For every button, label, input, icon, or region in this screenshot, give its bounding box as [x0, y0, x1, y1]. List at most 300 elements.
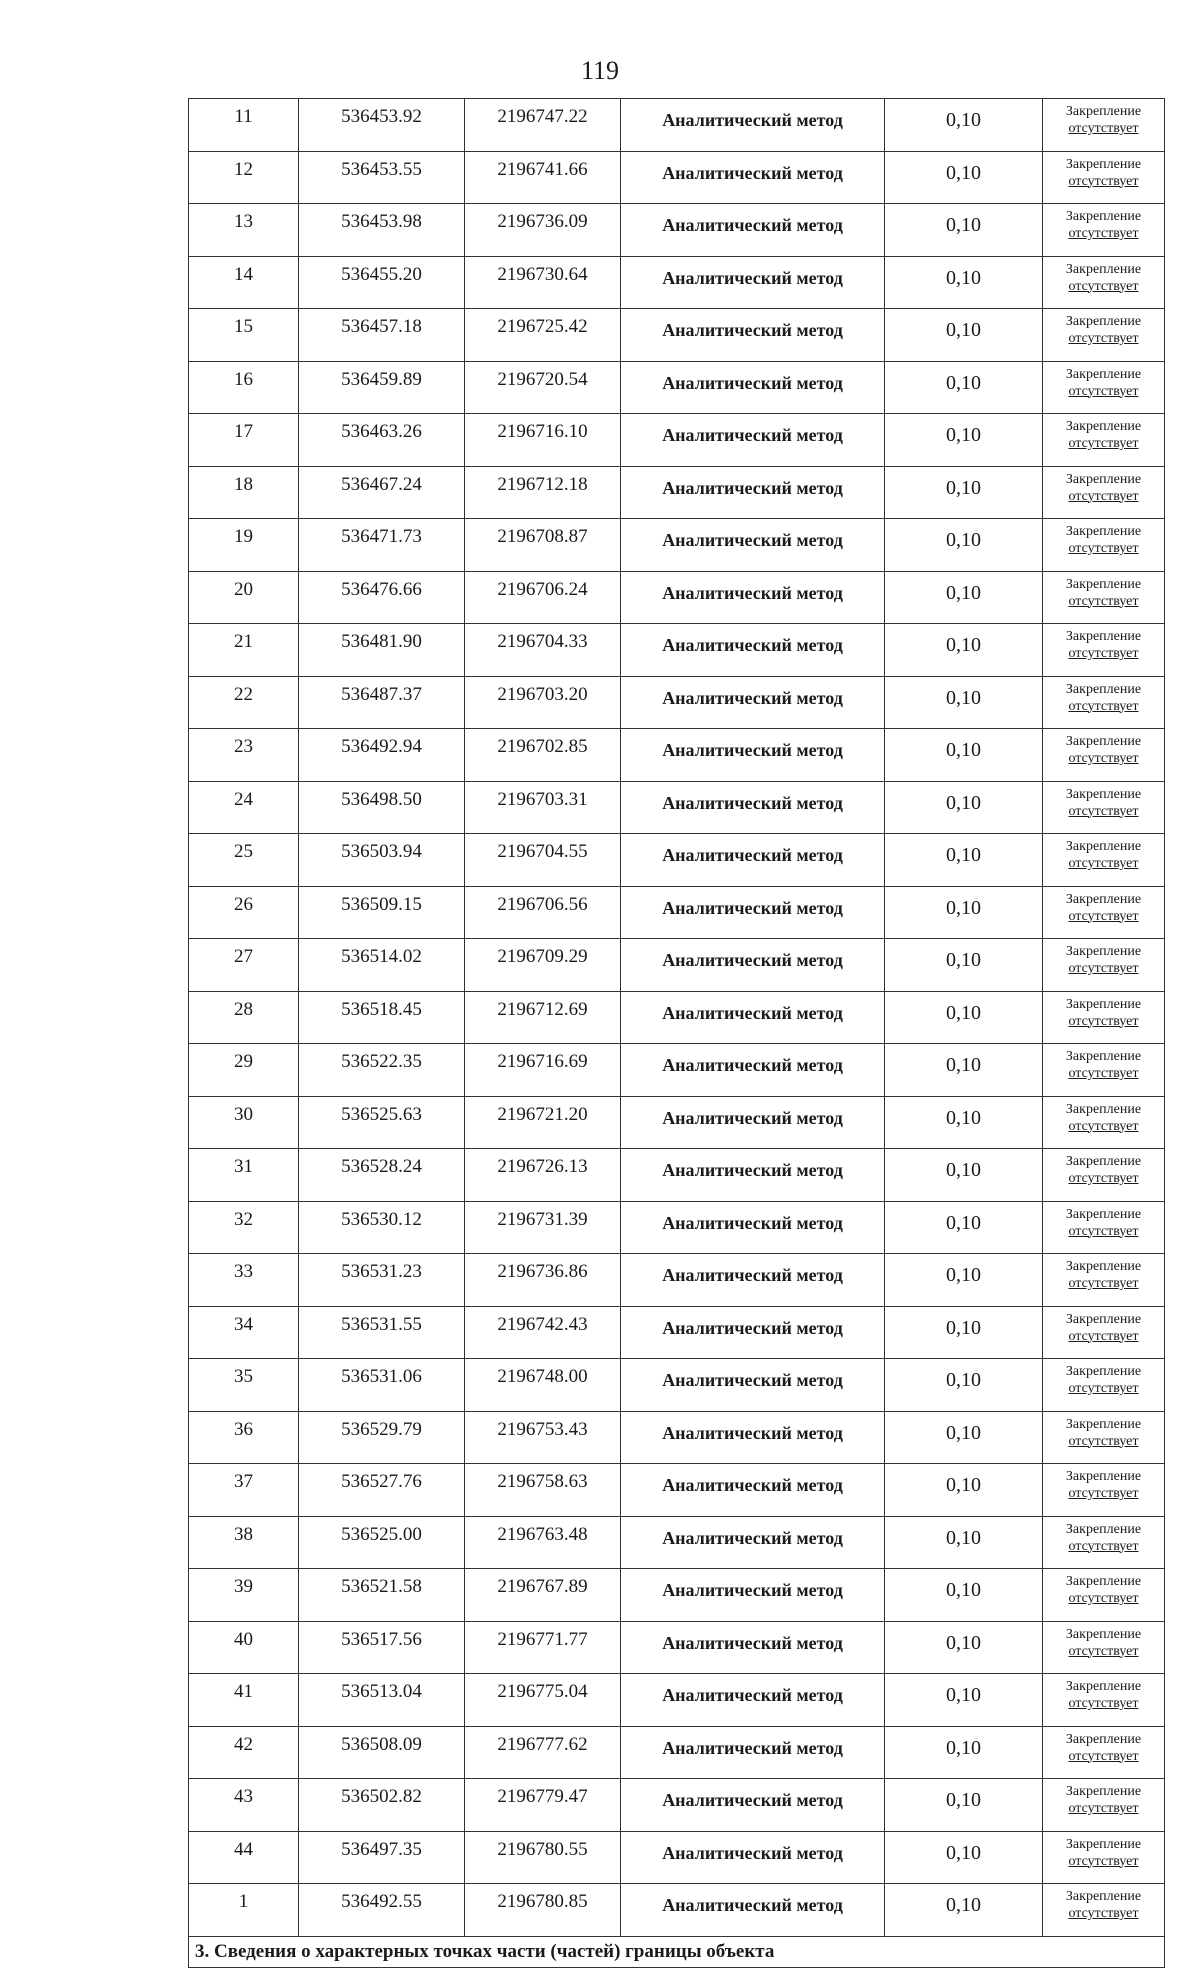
accuracy-cell: 0,10 — [885, 1831, 1043, 1884]
method-cell: Аналитический метод — [621, 151, 885, 204]
table-row — [189, 1569, 1165, 1622]
fixation-line-1: Закрепление — [1065, 471, 1142, 487]
method-cell: Аналитический метод — [621, 204, 885, 257]
method-cell: Аналитический метод — [621, 991, 885, 1044]
y-coordinate-cell: 2196780.85 — [465, 1884, 621, 1937]
x-coordinate-cell: 536529.79 — [299, 1411, 465, 1464]
method-cell: Аналитический метод — [621, 1306, 885, 1359]
fixation-line-2: отсутствует — [1068, 1643, 1139, 1659]
method-cell: Аналитический метод — [621, 1149, 885, 1202]
y-coordinate-cell: 2196702.85 — [465, 729, 621, 782]
fixation-line-2: отсутствует — [1068, 488, 1139, 504]
x-coordinate-cell: 536502.82 — [299, 1779, 465, 1832]
fixation-line-2: отсутствует — [1068, 1696, 1139, 1711]
fixation-line-1: Закрепление — [1065, 524, 1142, 539]
accuracy-cell: 0,10 — [885, 361, 1043, 414]
y-coordinate-cell: 2196767.89 — [465, 1569, 621, 1622]
point-number-cell: 34 — [189, 1306, 299, 1359]
point-number-cell: 14 — [189, 256, 299, 309]
fixation-line-2: отсутствует — [1068, 1801, 1139, 1816]
accuracy-cell: 0,10 — [885, 256, 1043, 309]
fixation-line-1: Закрепление — [1065, 366, 1142, 382]
accuracy-cell: 0,10 — [885, 1306, 1043, 1359]
method-cell: Аналитический метод — [621, 624, 885, 677]
fixation-line-2: отсутствует — [1068, 751, 1139, 766]
fixation-cell — [1043, 624, 1165, 677]
fixation-line-2: отсутствует — [1068, 1538, 1139, 1554]
x-coordinate-cell: 536459.89 — [299, 361, 465, 414]
fixation-cell — [1043, 676, 1165, 729]
x-coordinate-cell: 536509.15 — [299, 886, 465, 939]
x-coordinate-cell: 536508.09 — [299, 1726, 465, 1779]
method-cell: Аналитический метод — [621, 1464, 885, 1517]
fixation-line-1: Закрепление — [1065, 891, 1142, 907]
x-coordinate-cell: 536498.50 — [299, 781, 465, 834]
y-coordinate-cell: 2196731.39 — [465, 1201, 621, 1254]
fixation-line-1: Закрепление — [1065, 1626, 1142, 1642]
table-row — [189, 1306, 1165, 1359]
x-coordinate-cell: 536492.94 — [299, 729, 465, 782]
fixation-cell — [1043, 939, 1165, 992]
method-cell: Аналитический метод — [621, 729, 885, 782]
method-cell: Аналитический метод — [621, 1569, 885, 1622]
x-coordinate-cell: 536513.04 — [299, 1674, 465, 1727]
coordinates-table-body — [189, 99, 1165, 1937]
fixation-line-2: отсутствует — [1068, 331, 1139, 346]
point-number-cell: 16 — [189, 361, 299, 414]
table-row — [189, 204, 1165, 257]
table-row — [189, 361, 1165, 414]
fixation-line-2: отсутствует — [1068, 173, 1139, 189]
y-coordinate-cell: 2196779.47 — [465, 1779, 621, 1832]
accuracy-cell: 0,10 — [885, 1201, 1043, 1254]
y-coordinate-cell: 2196775.04 — [465, 1674, 621, 1727]
fixation-line-2: отсутствует — [1068, 1013, 1139, 1029]
x-coordinate-cell: 536517.56 — [299, 1621, 465, 1674]
x-coordinate-cell: 536531.06 — [299, 1359, 465, 1412]
accuracy-cell: 0,10 — [885, 729, 1043, 782]
x-coordinate-cell: 536463.26 — [299, 414, 465, 467]
x-coordinate-cell: 536525.63 — [299, 1096, 465, 1149]
fixation-cell — [1043, 1674, 1165, 1727]
fixation-line-1: Закрепление — [1065, 209, 1142, 224]
method-cell: Аналитический метод — [621, 1044, 885, 1097]
method-cell: Аналитический метод — [621, 1674, 885, 1727]
y-coordinate-cell: 2196771.77 — [465, 1621, 621, 1674]
fixation-line-1: Закрепление — [1065, 1311, 1142, 1327]
x-coordinate-cell: 536455.20 — [299, 256, 465, 309]
fixation-line-2: отсутствует — [1068, 1906, 1139, 1921]
fixation-line-2: отсутствует — [1068, 1118, 1139, 1134]
fixation-cell — [1043, 99, 1165, 152]
fixation-line-1: Закрепление — [1065, 1889, 1142, 1904]
method-cell: Аналитический метод — [621, 1201, 885, 1254]
fixation-line-1: Закрепление — [1065, 734, 1142, 749]
fixation-cell — [1043, 309, 1165, 362]
point-number-cell: 20 — [189, 571, 299, 624]
point-number-cell: 28 — [189, 991, 299, 1044]
fixation-line-2: отсутствует — [1068, 593, 1139, 609]
fixation-cell — [1043, 1726, 1165, 1779]
table-row — [189, 256, 1165, 309]
method-cell: Аналитический метод — [621, 939, 885, 992]
table-row — [189, 1884, 1165, 1937]
fixation-line-2: отсутствует — [1068, 1381, 1139, 1396]
y-coordinate-cell: 2196741.66 — [465, 151, 621, 204]
fixation-line-2: отсутствует — [1068, 803, 1139, 819]
fixation-cell — [1043, 571, 1165, 624]
y-coordinate-cell: 2196777.62 — [465, 1726, 621, 1779]
fixation-line-2: отсутствует — [1068, 961, 1139, 976]
accuracy-cell: 0,10 — [885, 1884, 1043, 1937]
point-number-cell: 18 — [189, 466, 299, 519]
fixation-cell — [1043, 519, 1165, 572]
fixation-cell — [1043, 1201, 1165, 1254]
table-row — [189, 1464, 1165, 1517]
fixation-line-1: Закрепление — [1065, 1259, 1142, 1274]
table-row — [189, 99, 1165, 152]
fixation-line-1: Закрепление — [1065, 1154, 1142, 1169]
accuracy-cell: 0,10 — [885, 1569, 1043, 1622]
point-number-cell: 36 — [189, 1411, 299, 1464]
method-cell: Аналитический метод — [621, 1884, 885, 1937]
fixation-cell — [1043, 1464, 1165, 1517]
fixation-line-1: Закрепление — [1065, 944, 1142, 959]
x-coordinate-cell: 536453.98 — [299, 204, 465, 257]
fixation-line-2: отсутствует — [1068, 541, 1139, 556]
point-number-cell: 22 — [189, 676, 299, 729]
fixation-cell — [1043, 1096, 1165, 1149]
fixation-line-2: отсутствует — [1068, 1433, 1139, 1449]
fixation-line-1: Закрепление — [1065, 1679, 1142, 1694]
method-cell: Аналитический метод — [621, 886, 885, 939]
method-cell: Аналитический метод — [621, 1779, 885, 1832]
fixation-line-1: Закрепление — [1065, 996, 1142, 1012]
fixation-cell — [1043, 204, 1165, 257]
table-row — [189, 1044, 1165, 1097]
fixation-cell — [1043, 1621, 1165, 1674]
point-number-cell: 31 — [189, 1149, 299, 1202]
method-cell: Аналитический метод — [621, 466, 885, 519]
method-cell: Аналитический метод — [621, 361, 885, 414]
y-coordinate-cell: 2196706.56 — [465, 886, 621, 939]
table-row — [189, 1149, 1165, 1202]
point-number-cell: 15 — [189, 309, 299, 362]
x-coordinate-cell: 536527.76 — [299, 1464, 465, 1517]
method-cell: Аналитический метод — [621, 99, 885, 152]
point-number-cell: 27 — [189, 939, 299, 992]
x-coordinate-cell: 536528.24 — [299, 1149, 465, 1202]
method-cell: Аналитический метод — [621, 414, 885, 467]
table-row — [189, 729, 1165, 782]
x-coordinate-cell: 536503.94 — [299, 834, 465, 887]
method-cell: Аналитический метод — [621, 1831, 885, 1884]
point-number-cell: 33 — [189, 1254, 299, 1307]
point-number-cell: 35 — [189, 1359, 299, 1412]
accuracy-cell: 0,10 — [885, 886, 1043, 939]
fixation-line-2: отсутствует — [1068, 646, 1139, 661]
accuracy-cell: 0,10 — [885, 309, 1043, 362]
accuracy-cell: 0,10 — [885, 204, 1043, 257]
table-row — [189, 414, 1165, 467]
table-row — [189, 1831, 1165, 1884]
accuracy-cell: 0,10 — [885, 1516, 1043, 1569]
fixation-line-2: отсутствует — [1068, 856, 1139, 871]
method-cell: Аналитический метод — [621, 571, 885, 624]
y-coordinate-cell: 2196730.64 — [465, 256, 621, 309]
table-row — [189, 519, 1165, 572]
y-coordinate-cell: 2196726.13 — [465, 1149, 621, 1202]
point-number-cell: 43 — [189, 1779, 299, 1832]
fixation-line-2: отсутствует — [1068, 1853, 1139, 1869]
method-cell: Аналитический метод — [621, 781, 885, 834]
x-coordinate-cell: 536531.23 — [299, 1254, 465, 1307]
table-row — [189, 1726, 1165, 1779]
accuracy-cell: 0,10 — [885, 991, 1043, 1044]
fixation-cell — [1043, 1569, 1165, 1622]
x-coordinate-cell: 536514.02 — [299, 939, 465, 992]
fixation-cell — [1043, 1149, 1165, 1202]
fixation-line-2: отсутствует — [1068, 383, 1139, 399]
table-row — [189, 781, 1165, 834]
y-coordinate-cell: 2196720.54 — [465, 361, 621, 414]
accuracy-cell: 0,10 — [885, 1359, 1043, 1412]
x-coordinate-cell: 536453.55 — [299, 151, 465, 204]
y-coordinate-cell: 2196725.42 — [465, 309, 621, 362]
point-number-cell: 11 — [189, 99, 299, 152]
y-coordinate-cell: 2196706.24 — [465, 571, 621, 624]
fixation-cell — [1043, 1254, 1165, 1307]
point-number-cell: 38 — [189, 1516, 299, 1569]
coordinates-table — [188, 98, 1165, 1968]
table-row — [189, 1779, 1165, 1832]
table-row — [189, 1096, 1165, 1149]
x-coordinate-cell: 536525.00 — [299, 1516, 465, 1569]
fixation-line-1: Закрепление — [1065, 1521, 1142, 1537]
fixation-cell — [1043, 1779, 1165, 1832]
table-row — [189, 1411, 1165, 1464]
y-coordinate-cell: 2196742.43 — [465, 1306, 621, 1359]
x-coordinate-cell: 536453.92 — [299, 99, 465, 152]
fixation-line-2: отсутствует — [1068, 1748, 1139, 1764]
method-cell: Аналитический метод — [621, 834, 885, 887]
fixation-cell — [1043, 361, 1165, 414]
fixation-line-1: Закрепление — [1065, 1836, 1142, 1852]
fixation-line-1: Закрепление — [1065, 1574, 1142, 1589]
accuracy-cell: 0,10 — [885, 1096, 1043, 1149]
x-coordinate-cell: 536497.35 — [299, 1831, 465, 1884]
x-coordinate-cell: 536487.37 — [299, 676, 465, 729]
fixation-line-1: Закрепление — [1065, 156, 1142, 172]
accuracy-cell: 0,10 — [885, 99, 1043, 152]
fixation-cell — [1043, 256, 1165, 309]
fixation-cell — [1043, 151, 1165, 204]
y-coordinate-cell: 2196721.20 — [465, 1096, 621, 1149]
y-coordinate-cell: 2196708.87 — [465, 519, 621, 572]
table-row — [189, 624, 1165, 677]
point-number-cell: 21 — [189, 624, 299, 677]
table-row — [189, 991, 1165, 1044]
y-coordinate-cell: 2196716.10 — [465, 414, 621, 467]
fixation-line-1: Закрепление — [1065, 786, 1142, 802]
section-heading: 3. Сведения о характерных точках части (частей) границы объекта — [189, 1936, 1165, 1967]
method-cell: Аналитический метод — [621, 1096, 885, 1149]
point-number-cell: 44 — [189, 1831, 299, 1884]
y-coordinate-cell: 2196747.22 — [465, 99, 621, 152]
fixation-cell — [1043, 1044, 1165, 1097]
fixation-line-2: отсутствует — [1068, 278, 1139, 294]
fixation-cell — [1043, 1884, 1165, 1937]
fixation-line-2: отсутствует — [1068, 1066, 1139, 1081]
table-row — [189, 309, 1165, 362]
table-row — [189, 834, 1165, 887]
x-coordinate-cell: 536467.24 — [299, 466, 465, 519]
x-coordinate-cell: 536481.90 — [299, 624, 465, 677]
point-number-cell: 37 — [189, 1464, 299, 1517]
fixation-line-1: Закрепление — [1065, 681, 1142, 697]
y-coordinate-cell: 2196704.33 — [465, 624, 621, 677]
y-coordinate-cell: 2196709.29 — [465, 939, 621, 992]
method-cell: Аналитический метод — [621, 1359, 885, 1412]
accuracy-cell: 0,10 — [885, 1779, 1043, 1832]
point-number-cell: 12 — [189, 151, 299, 204]
fixation-line-1: Закрепление — [1065, 1101, 1142, 1117]
y-coordinate-cell: 2196703.31 — [465, 781, 621, 834]
method-cell: Аналитический метод — [621, 519, 885, 572]
x-coordinate-cell: 536492.55 — [299, 1884, 465, 1937]
x-coordinate-cell: 536457.18 — [299, 309, 465, 362]
fixation-line-2: отсутствует — [1068, 1591, 1139, 1606]
fixation-line-2: отсутствует — [1068, 1328, 1139, 1344]
y-coordinate-cell: 2196736.09 — [465, 204, 621, 257]
accuracy-cell: 0,10 — [885, 1674, 1043, 1727]
x-coordinate-cell: 536522.35 — [299, 1044, 465, 1097]
accuracy-cell: 0,10 — [885, 151, 1043, 204]
accuracy-cell: 0,10 — [885, 1726, 1043, 1779]
x-coordinate-cell: 536521.58 — [299, 1569, 465, 1622]
table-row — [189, 571, 1165, 624]
method-cell: Аналитический метод — [621, 1254, 885, 1307]
page-number: 119 — [580, 56, 620, 85]
fixation-line-1: Закрепление — [1065, 104, 1142, 119]
x-coordinate-cell: 536476.66 — [299, 571, 465, 624]
fixation-line-1: Закрепление — [1065, 314, 1142, 329]
point-number-cell: 41 — [189, 1674, 299, 1727]
fixation-cell — [1043, 834, 1165, 887]
fixation-line-1: Закрепление — [1065, 1049, 1142, 1064]
fixation-line-1: Закрепление — [1065, 839, 1142, 854]
fixation-line-2: отсутствует — [1068, 908, 1139, 924]
fixation-line-1: Закрепление — [1065, 261, 1142, 277]
fixation-line-1: Закрепление — [1065, 1469, 1142, 1484]
y-coordinate-cell: 2196763.48 — [465, 1516, 621, 1569]
y-coordinate-cell: 2196712.18 — [465, 466, 621, 519]
fixation-cell — [1043, 886, 1165, 939]
point-number-cell: 17 — [189, 414, 299, 467]
point-number-cell: 39 — [189, 1569, 299, 1622]
fixation-line-1: Закрепление — [1065, 1731, 1142, 1747]
y-coordinate-cell: 2196712.69 — [465, 991, 621, 1044]
fixation-cell — [1043, 414, 1165, 467]
fixation-cell — [1043, 1411, 1165, 1464]
point-number-cell: 1 — [189, 1884, 299, 1937]
fixation-cell — [1043, 781, 1165, 834]
method-cell: Аналитический метод — [621, 676, 885, 729]
fixation-line-1: Закрепление — [1065, 576, 1142, 592]
accuracy-cell: 0,10 — [885, 1621, 1043, 1674]
accuracy-cell: 0,10 — [885, 1464, 1043, 1517]
fixation-cell — [1043, 991, 1165, 1044]
accuracy-cell: 0,10 — [885, 571, 1043, 624]
fixation-line-1: Закрепление — [1065, 1364, 1142, 1379]
fixation-line-2: отсутствует — [1068, 1486, 1139, 1501]
table-row — [189, 1621, 1165, 1674]
x-coordinate-cell: 536530.12 — [299, 1201, 465, 1254]
fixation-line-1: Закрепление — [1065, 419, 1142, 434]
accuracy-cell: 0,10 — [885, 781, 1043, 834]
fixation-line-2: отсутствует — [1068, 436, 1139, 451]
method-cell: Аналитический метод — [621, 309, 885, 362]
table-row — [189, 886, 1165, 939]
y-coordinate-cell: 2196748.00 — [465, 1359, 621, 1412]
point-number-cell: 19 — [189, 519, 299, 572]
fixation-cell — [1043, 729, 1165, 782]
accuracy-cell: 0,10 — [885, 939, 1043, 992]
accuracy-cell: 0,10 — [885, 676, 1043, 729]
accuracy-cell: 0,10 — [885, 519, 1043, 572]
table-row — [189, 676, 1165, 729]
fixation-line-1: Закрепление — [1065, 1416, 1142, 1432]
y-coordinate-cell: 2196716.69 — [465, 1044, 621, 1097]
table-row — [189, 1516, 1165, 1569]
table-row — [189, 1201, 1165, 1254]
fixation-line-2: отсутствует — [1068, 698, 1139, 714]
accuracy-cell: 0,10 — [885, 1254, 1043, 1307]
table-row — [189, 939, 1165, 992]
point-number-cell: 32 — [189, 1201, 299, 1254]
fixation-cell — [1043, 1516, 1165, 1569]
fixation-line-2: отсутствует — [1068, 1223, 1139, 1239]
point-number-cell: 13 — [189, 204, 299, 257]
section-footer-row — [189, 1936, 1165, 1967]
method-cell: Аналитический метод — [621, 1726, 885, 1779]
point-number-cell: 42 — [189, 1726, 299, 1779]
point-number-cell: 25 — [189, 834, 299, 887]
fixation-line-1: Закрепление — [1065, 629, 1142, 644]
y-coordinate-cell: 2196758.63 — [465, 1464, 621, 1517]
accuracy-cell: 0,10 — [885, 834, 1043, 887]
table-row — [189, 1359, 1165, 1412]
x-coordinate-cell: 536531.55 — [299, 1306, 465, 1359]
x-coordinate-cell: 536518.45 — [299, 991, 465, 1044]
fixation-line-2: отсутствует — [1068, 1276, 1139, 1291]
method-cell: Аналитический метод — [621, 256, 885, 309]
accuracy-cell: 0,10 — [885, 466, 1043, 519]
fixation-line-1: Закрепление — [1065, 1784, 1142, 1799]
y-coordinate-cell: 2196753.43 — [465, 1411, 621, 1464]
table-row — [189, 151, 1165, 204]
y-coordinate-cell: 2196780.55 — [465, 1831, 621, 1884]
accuracy-cell: 0,10 — [885, 414, 1043, 467]
fixation-cell — [1043, 466, 1165, 519]
accuracy-cell: 0,10 — [885, 1411, 1043, 1464]
method-cell: Аналитический метод — [621, 1516, 885, 1569]
point-number-cell: 30 — [189, 1096, 299, 1149]
fixation-line-2: отсутствует — [1068, 226, 1139, 241]
y-coordinate-cell: 2196703.20 — [465, 676, 621, 729]
table-row — [189, 1674, 1165, 1727]
accuracy-cell: 0,10 — [885, 624, 1043, 677]
